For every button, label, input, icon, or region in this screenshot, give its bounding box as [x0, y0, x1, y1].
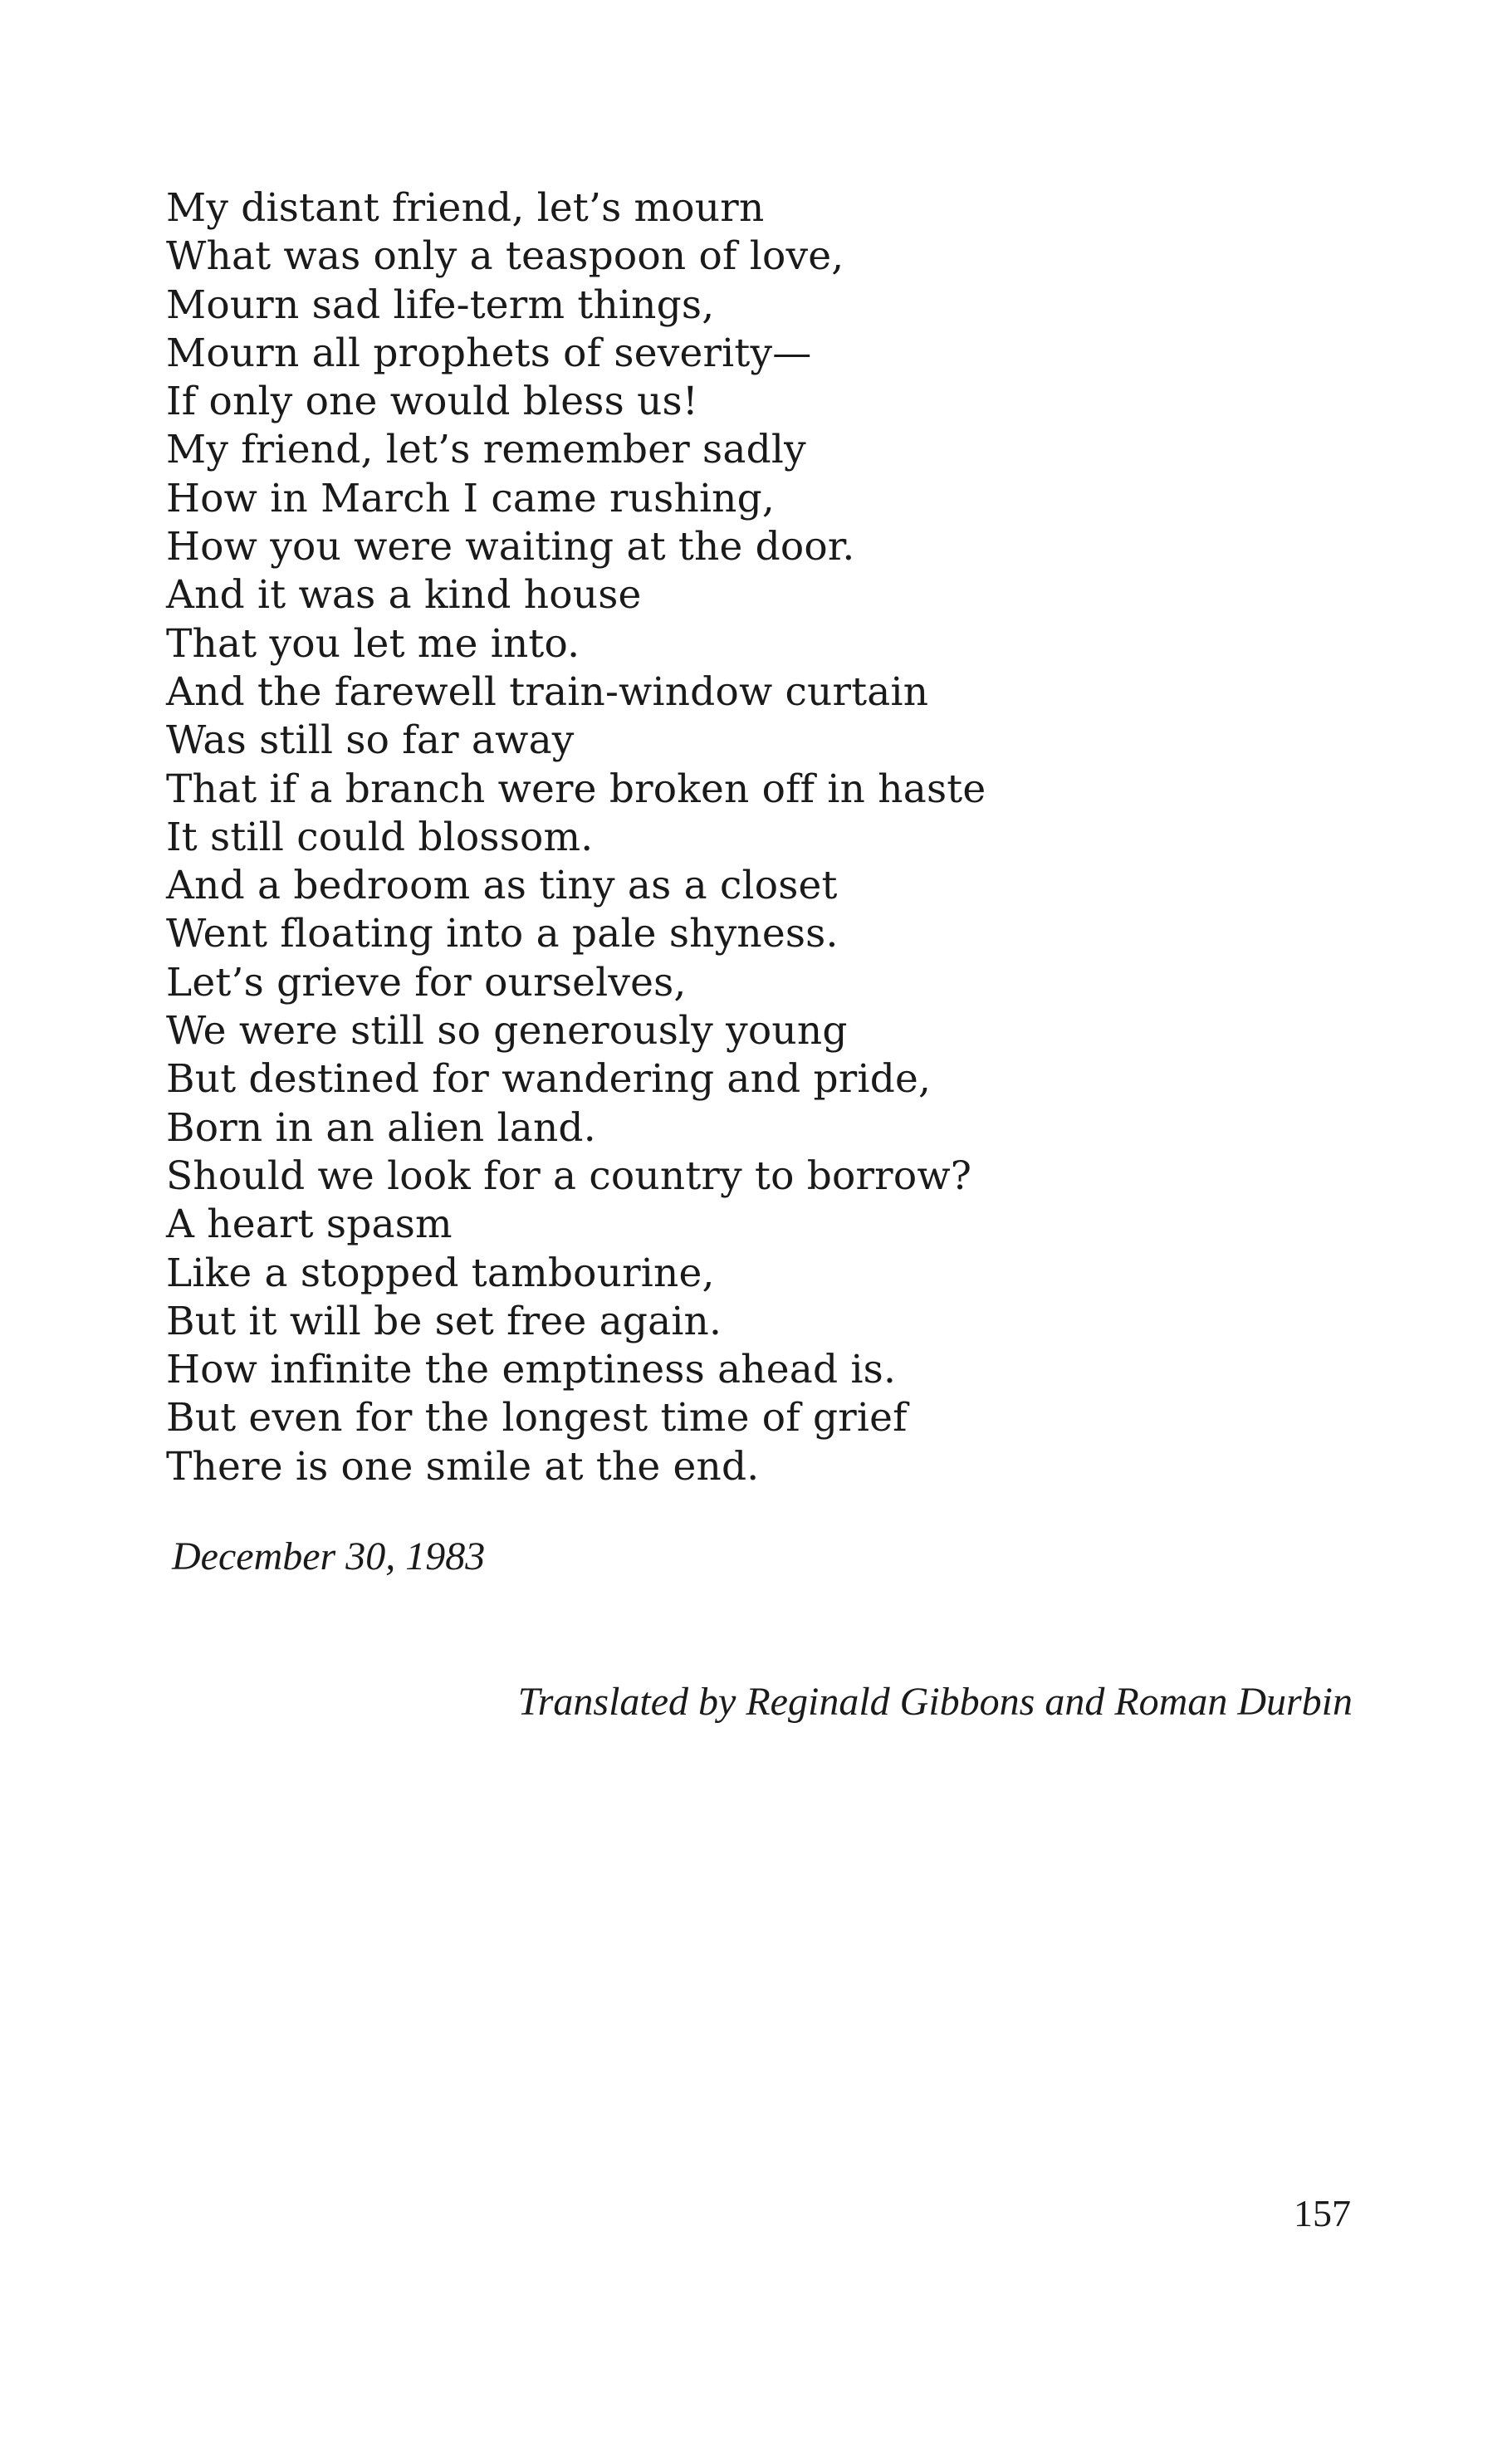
- poem-line: But destined for wandering and pride,: [166, 1056, 932, 1103]
- poem-line: Born in an alien land.: [166, 1104, 596, 1151]
- poem-line: Went floating into a pale shyness.: [166, 911, 839, 957]
- poem-line: My friend, let’s remember sadly: [166, 427, 806, 473]
- poem-line: And the farewell train-window curtain: [166, 668, 929, 715]
- poem-line: Mourn all prophets of severity—: [166, 330, 812, 376]
- poem-line: And a bedroom as tiny as a closet: [166, 863, 838, 909]
- poem-line: How you were waiting at the door.: [166, 524, 855, 570]
- poem-body: [166, 184, 1245, 1491]
- poem-date: December 30, 1983: [172, 1534, 486, 1578]
- poem-line: It still could blossom.: [166, 814, 594, 860]
- poem-line: But it will be set free again.: [166, 1298, 722, 1344]
- poem-line: What was only a teaspoon of love,: [166, 233, 844, 280]
- translator-credit: Translated by Reginald Gibbons and Roman Durbin: [517, 1680, 1353, 1724]
- poem-line: My distant friend, let’s mourn: [166, 185, 765, 231]
- poem-line: And it was a kind house: [166, 572, 642, 619]
- poem-line: There is one smile at the end.: [166, 1443, 760, 1490]
- poem-line: Like a stopped tambourine,: [166, 1250, 715, 1296]
- poem-line: Should we look for a country to borrow?: [166, 1152, 972, 1199]
- poem-line: Let’s grieve for ourselves,: [166, 959, 687, 1006]
- poem-line: If only one would bless us!: [166, 379, 698, 425]
- poem-line: That you let me into.: [166, 620, 580, 667]
- poem-line: Was still so far away: [166, 717, 575, 764]
- poem-line: How infinite the emptiness ahead is.: [166, 1347, 897, 1393]
- page-number: 157: [1294, 2192, 1351, 2234]
- poem-line: That if a branch were broken off in haste: [166, 766, 986, 812]
- poem-line: A heart spasm: [166, 1201, 453, 1248]
- poem-line: We were still so generously young: [166, 1008, 848, 1055]
- poem-line: How in March I came rushing,: [166, 475, 776, 521]
- poem-line: But even for the longest time of grief: [166, 1395, 908, 1441]
- poem-line: Mourn sad life-term things,: [166, 281, 715, 328]
